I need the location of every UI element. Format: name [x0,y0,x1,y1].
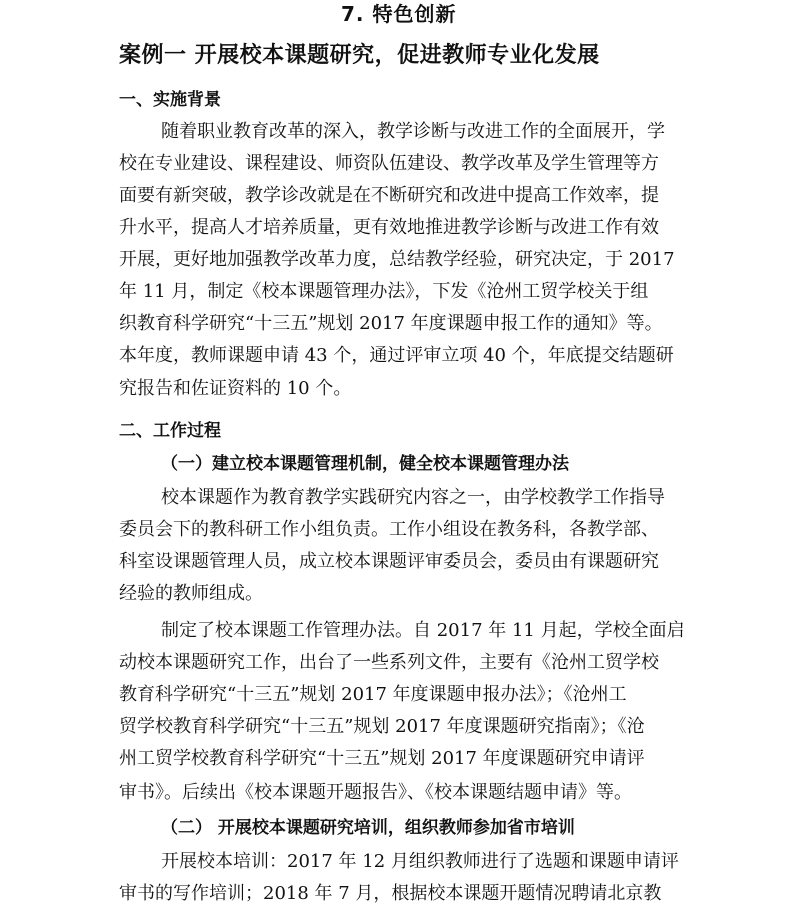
paragraph-line: 校在专业建设、课程建设、师资队伍建设、教学改革及学生管理等方 [119,153,659,174]
paragraph-line: 州工贸学校教育科学研究“十三五”规划 2017 年度课题研究申请评 [119,748,645,769]
paragraph-line: 制定了校本课题工作管理办法。自 2017 年 11 月起，学校全面启 [161,620,685,641]
paragraph-line: 经验的教师组成。 [119,583,263,604]
paragraph-line: 面要有新突破，教学诊改就是在不断研究和改进中提高工作效率，提 [119,185,659,206]
section-title: 7. 特色创新 [341,2,457,26]
heading-process: 二、工作过程 [119,421,221,441]
paragraph-line: 开展校本培训：2017 年 12 月组织教师进行了选题和课题申请评 [161,851,679,872]
paragraph-line: 教育科学研究“十三五”规划 2017 年度课题申报办法》；《沧州工 [119,684,627,705]
paragraph-line: 委员会下的教科研工作小组负责。工作小组设在教务科，各教学部、 [119,519,659,540]
paragraph-line: 织教育科学研究“十三五”规划 2017 年度课题申报工作的通知》等。 [119,313,663,334]
paragraph-line: 本年度，教师课题申请 43 个，通过评审立项 40 个，年底提交结题研 [119,345,674,366]
paragraph-line: 究报告和佐证资料的 10 个。 [119,378,352,399]
paragraph-line: 动校本课题研究工作，出台了一些系列文件，主要有《沧州工贸学校 [119,652,659,673]
paragraph-line: 科室设课题管理人员，成立校本课题评审委员会，委员由有课题研究 [119,551,659,572]
paragraph-line: 校本课题作为教育教学实践研究内容之一，由学校教学工作指导 [161,487,665,508]
paragraph-line: 审书的写作培训；2018 年 7 月，根据校本课题开题情况聘请北京教 [119,883,662,904]
heading-background: 一、实施背景 [119,90,221,110]
paragraph-line: 升水平，提高人才培养质量，更有效地推进教学诊断与改进工作有效 [119,217,659,238]
subheading-management: （一）建立校本课题管理机制，健全校本课题管理办法 [161,454,569,474]
paragraph-line: 审书》。后续出《校本课题开题报告》、《校本课题结题申请》等。 [119,782,632,803]
paragraph-line: 开展，更好地加强教学改革力度，总结教学经验，研究决定，于 2017 [119,249,675,270]
paragraph-line: 贸学校教育科学研究“十三五”规划 2017 年度课题研究指南》；《沧 [119,716,645,737]
case-title: 案例一 开展校本课题研究，促进教师专业化发展 [119,43,600,68]
subheading-training: （二） 开展校本课题研究培训，组织教师参加省市培训 [161,818,575,838]
paragraph-line: 随着职业教育改革的深入，教学诊断与改进工作的全面展开，学 [161,121,665,142]
paragraph-line: 年 11 月，制定《校本课题管理办法》，下发《沧州工贸学校关于组 [119,281,649,302]
